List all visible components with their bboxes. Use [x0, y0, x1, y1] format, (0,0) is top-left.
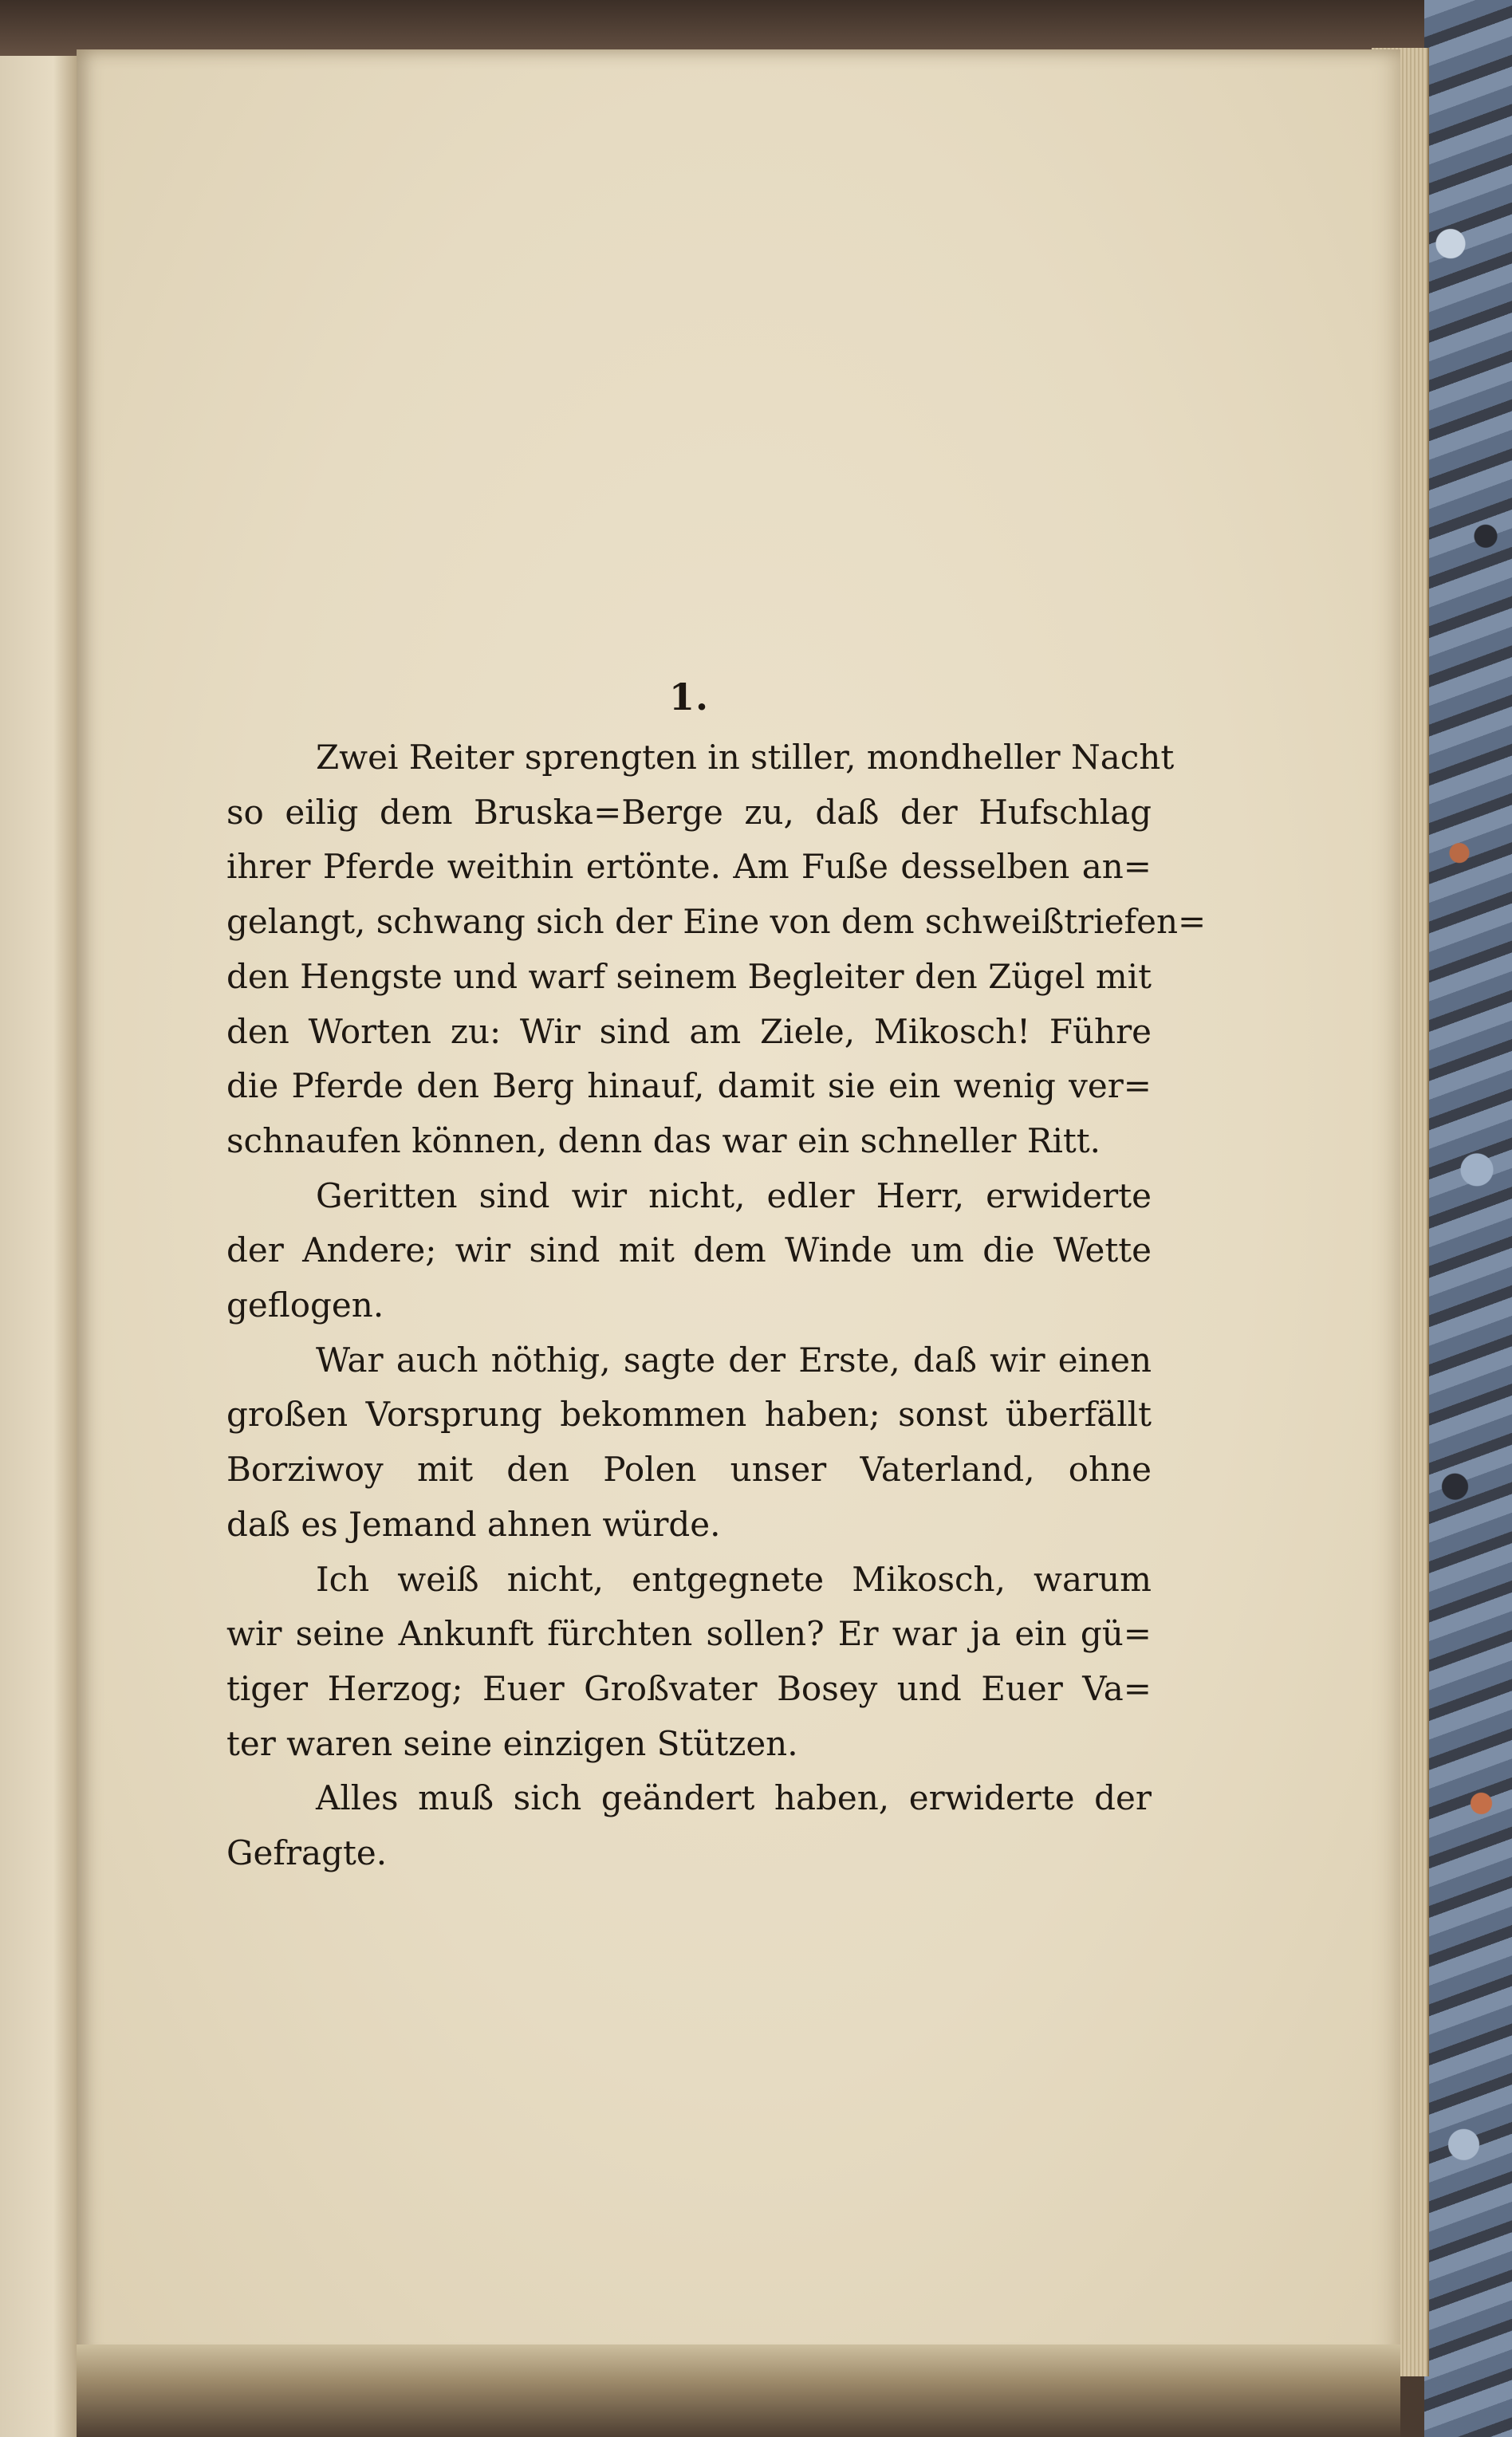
text-line: den Hengste und warf seinem Begleiter den Zügel mit	[226, 956, 1152, 996]
page-bottom-edge	[77, 2344, 1400, 2437]
text-line: Gefragte.	[226, 1833, 388, 1873]
text-line: Borziwoy mit den Polen unser Vaterland, ohne	[226, 1450, 1152, 1490]
text-line: wir seine Ankunft fürchten sollen? Er war ja ein gü=	[226, 1614, 1152, 1654]
text-line: die Pferde den Berg hinauf, damit sie ein wenig ver=	[226, 1066, 1152, 1106]
text-line: großen Vorsprung bekommen haben; sonst überfällt	[226, 1395, 1152, 1435]
text-line: ter waren seine einzigen Stützen.	[226, 1723, 798, 1763]
text-line: gelangt, schwang sich der Eine von dem schweißtriefen=	[226, 902, 1207, 942]
page-text	[226, 670, 1207, 1881]
left-page-edge	[0, 56, 77, 2437]
text-line: daß es Jemand ahnen würde.	[226, 1504, 721, 1544]
text-line: Geritten sind wir nicht, edler Herr, erwiderte	[316, 1175, 1152, 1215]
text-line: War auch nöthig, sagte der Erste, daß wir einen	[316, 1340, 1152, 1380]
text-line: schnaufen können, denn das war ein schneller Ritt.	[226, 1120, 1101, 1160]
text-line: Alles muß sich geändert haben, erwiderte der	[316, 1778, 1152, 1818]
text-line: ihrer Pferde weithin ertönte. Am Fuße desselben an=	[226, 847, 1152, 887]
text-line: tiger Herzog; Euer Großvater Bosey und Euer Va=	[226, 1668, 1152, 1708]
text-line: Ich weiß nicht, entgegnete Mikosch, warum	[316, 1559, 1152, 1599]
chapter-number: 1.	[668, 675, 710, 719]
text-line: Zwei Reiter sprengten in stiller, mondheller Nacht	[316, 738, 1175, 777]
text-line: so eilig dem Bruska=Berge zu, daß der Hufschlag	[226, 792, 1152, 832]
text-line: den Worten zu: Wir sind am Ziele, Mikosch! Führe	[226, 1011, 1152, 1051]
text-line: der Andere; wir sind mit dem Winde um die Wette	[226, 1230, 1152, 1270]
text-line: geflogen.	[226, 1285, 384, 1325]
marbled-cover-edge	[1424, 0, 1512, 2437]
